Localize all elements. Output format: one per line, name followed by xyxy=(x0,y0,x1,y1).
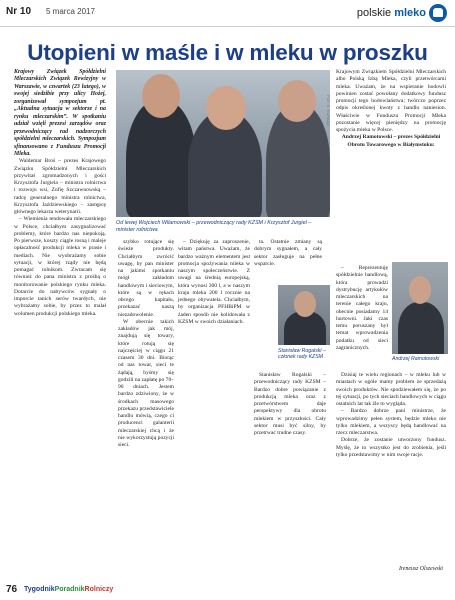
paragraph: Dzisiaj te wielu regionach – w mleku lub w miastach w ogóle mamy problem ze sprzedażą swoich produktów. Nie spodziewałem się, że po tej sytuacji, po tych sieciach handlowych w ciągu ostatnich lat tak źle to wygląda. xyxy=(336,372,446,407)
issue-date: 5 marca 2017 xyxy=(46,7,95,16)
paragraph: szybko rotujące się świeże produkty. Chciałbym zwrócić uwagę, by pan minister na jakimś spotkaniu mógł zakładom handlowym i sieciowym, które są w rękach obcego kapitału, przekazać naszą niezadowolenie. xyxy=(118,239,174,318)
article-photo-main xyxy=(116,70,330,217)
author-signature: Ireneusz Olszewski xyxy=(398,566,443,572)
paragraph: Stanisław Rogalski – przewodniczący rady KZSM – Bardzo dobre powiązanie z produkcją mleka oraz z przetwórstwem daje perspektywy dla obrotu mlekiem w przyszłości. Cały sektor musi być silny, by przetrwać trudne czasy. xyxy=(254,372,326,436)
section-brand-label: polskie mleko xyxy=(356,7,426,19)
paragraph: – Reprezentuję spółdzielnie handlową, która prowadzi dystrybucję artykułów mleczarskich na terenie całego kraju, obecnie posiadamy 14 hurtowni. Jaki czas temu poruszany był temat wprowadzenia podatku od sieci zagranicznych. xyxy=(336,265,388,351)
photo-caption-rogalski: Stanisław Rogalski – członek rady KZSM xyxy=(278,348,326,361)
page-footer xyxy=(0,580,455,600)
speaker-heading: Andrzej Ramotowski – prezes Spółdzielni Obrotu Towarowego w Białymstoku: xyxy=(341,134,441,148)
article-intro: Krajowy Związek Spółdzielni Mleczarskich Związek Rewizyjny w Warszawie, w czwartek (23 lutego), w swojej siedzibie przy ulicy Hożej, zorganizował sympozjum pt. „Aktualna sytuacja w sektorze i na rynku mleczarskim”. W spotkaniu udział wzięli prezesi zarządów oraz przewodniczący rad nadzorczych spółdzielni mleczarskich. Sympozjum sfinansowano z Funduszu Promocji Mleka. xyxy=(14,69,106,157)
article-column-5b xyxy=(336,265,388,352)
paragraph: Krajowym Związkiem Spółdzielni Mleczarskich albo Polską Izbą Mleka, czyli przetwórcami mleka. Uważam, że na wspieranie hodowli powinien zostać powołany dodatkowy fundusz promocji tego hodowlaństwa; twórczo poprzez odpis określonej kwoty z handlu naniesion. Właściwie w Funduszu Promocji Mleka pozostanie więcej pieniędzy na promocję spożycia mleka w Polsce. xyxy=(336,69,446,133)
article-title: Utopieni w maśle i w mleku w proszku xyxy=(27,40,428,65)
article-column-4 xyxy=(254,239,322,268)
page-header xyxy=(0,0,455,27)
paragraph: Waldemar Broś – prezes Krajowego Związku Spółdzielni Mleczarskich przywitał zgromadzonych i gości Krzysztofa Jurgiela – ministra rolnictwa i rozwoju wsi, Zofię Szczawnowską – radcę generalnego ministra rolnictwa, Krzysztofa Jaździewskiego – zastępcę głównego lekarza weterynarii. xyxy=(14,158,106,216)
paragraph: – Wiemienia tendowała mleczarskiego w Polsce, chciałbym zasygnalizować problemy, które bardzo nas niepokoją. Po pierwsze, koszty ciągle rosną i maleje opłacalność produkcji mleka w prasie i mediach. Nie wyobrażamy sobie sytuacji, w której rządy nie będą pomagać rolnikom. Zwracam się również do pana ministra z prośbą o monitorowanie polskiego rynku mleka. Dotarcie do nabywców sygnały o imporcie tanich serów twardych, nie wybrażamy sobie, by przez to malał wolumen produkcji polskiego mleka. xyxy=(14,216,106,317)
article-column-4b xyxy=(254,372,326,437)
section-brand xyxy=(357,4,447,22)
photo-credit: FOT. K. KURASZ xyxy=(326,95,331,126)
paragraph: ta. Ostatnie zmiany są dobrym sygnałem, a cały sektor zasługuje na pełne wsparcie. xyxy=(254,239,322,267)
paragraph: Dobrze, że zostanie utworzony fundusz. Myślę, że to wszystko jest do zrobienia, jeśli tylko przedstawimy w nim swoje racje. xyxy=(336,437,446,458)
article-photo-ramotowski xyxy=(392,262,448,354)
article-column-2 xyxy=(118,239,174,449)
publication-brand: TygodnikPoradnikRolniczy xyxy=(24,586,114,593)
paragraph: – Dziękuję za zaproszenie, witam państwa. Uważam, że bardzo ważnym elementem jest promocja spożywania mleka w naszym społeczeństwie. Z uwagi na średnią europejską, która wynosi 300 l, a w naszym kraju mleka 200 l rocznie na jednego obywatela. Chciałbym, by organizacja PFHBiPM w żaden sposób nie kolidowała z KZSM w swoich działaniach. xyxy=(178,239,250,325)
photo-caption-ramotowski: Andrzej Ramotowski xyxy=(392,356,440,362)
page-number: 76 xyxy=(6,584,18,595)
issue-number: Nr 10 xyxy=(6,6,32,17)
paragraph: – Bardzo dobrze pani ministrze, że wprowadzimy pełen system, będzie mleko nie tylko mlekiem, a wszyscy będą handlować na rzecz mleczarstwa. xyxy=(336,408,446,436)
photo-caption-main: Od lewej Wojciech Wilamowski – przewodniczący rady KZSM i Krzysztof Jurgiel – minister rolnictwa xyxy=(116,220,312,233)
article-column-5c xyxy=(336,372,446,459)
article-column-3 xyxy=(178,239,250,326)
paragraph: W obecnie takich zakładów jak mój, znajdują się towary, które rotują się najczęściej w ciągu 21 czasem 30 dni. Biorąc od nas towar, sieci te żądają, byśmy się godzili na zapłatę po 70–90 dniach. Jestem bardzo zdziwiony, że w środkach masowego przekazu przedstawiciele handlu mówią, czego ci producenci galanterii mleczarskiej chcą i że nie wykorzystują pozycji sieci. xyxy=(118,318,174,448)
milk-can-icon xyxy=(429,4,447,22)
article-photo-rogalski xyxy=(278,285,330,345)
article-column-1 xyxy=(14,69,106,318)
article-column-5 xyxy=(336,69,446,149)
